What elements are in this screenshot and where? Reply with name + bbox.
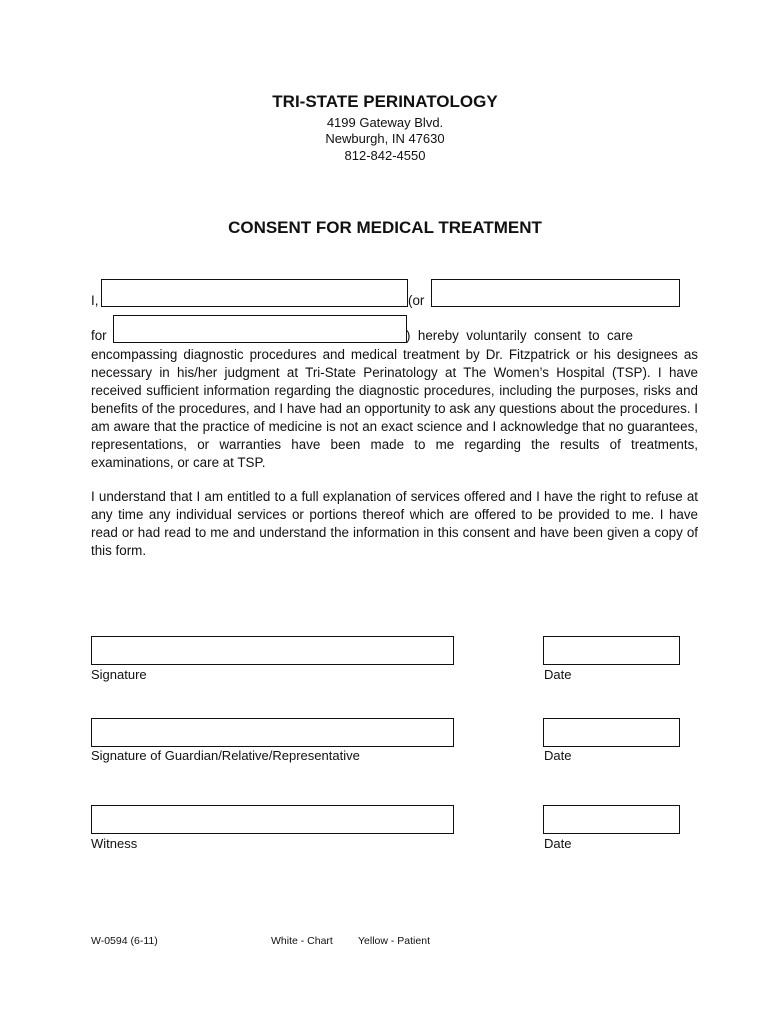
form-code: W-0594 (6-11) (91, 935, 158, 947)
organization-name: TRI-STATE PERINATOLOGY (272, 92, 498, 111)
signature-date-field[interactable] (543, 636, 680, 665)
guardian-signature-field[interactable] (91, 718, 454, 747)
witness-label: Witness (91, 836, 138, 851)
patient-for-field[interactable] (113, 315, 407, 343)
yellow-copy-note: Yellow - Patient (358, 935, 430, 947)
line1-or-text: (or (408, 293, 425, 308)
guardian-signature-label: Signature of Guardian/Relative/Representative (91, 748, 360, 763)
white-copy-note: White - Chart (271, 935, 333, 947)
line1-prefix: I, (91, 293, 99, 308)
consent-paragraph-1: encompassing diagnostic procedures and medical treatment by Dr. Fitzpatrick or his designees as necessary in his/her judgment at Tri-State Perinatology at The Women’s Hospital (TSP). I have received sufficient information regarding the diagnostic procedures, including the purposes, risks and benefits of the procedures, and I have had an opportunity to ask any questions about the procedures. I am aware that the practice of medicine is not an exact science and I acknowledge that no guarantees, representations, or warranties have been made to me regarding the results of treatments, examinations, or care at TSP. (91, 347, 698, 470)
guardian-date-field[interactable] (543, 718, 680, 747)
address-city: Newburgh, IN 47630 (325, 131, 445, 146)
address-street: 4199 Gateway Blvd. (326, 115, 444, 130)
phone-number: 812-842-4550 (344, 148, 426, 163)
witness-signature-field[interactable] (91, 805, 454, 834)
line2-for-text: for (91, 328, 107, 343)
patient-name-field[interactable] (101, 279, 408, 307)
signature-field[interactable] (91, 636, 454, 665)
document-title: CONSENT FOR MEDICAL TREATMENT (228, 218, 542, 237)
alternate-name-field[interactable] (431, 279, 680, 307)
consent-paragraph-2: I understand that I am entitled to a full explanation of services offered and I have the right to refuse at any time any individual services or portions thereof which are offered to be provided to me. I have read or had read to me and understand the information in this consent and have been given a copy of this form. (91, 489, 698, 558)
witness-date-field[interactable] (543, 805, 680, 834)
line2-consent-text: ) hereby voluntarily consent to care (406, 328, 634, 343)
signature-label: Signature (91, 667, 147, 682)
witness-date-label: Date (544, 836, 572, 851)
guardian-date-label: Date (544, 748, 572, 763)
signature-date-label: Date (544, 667, 572, 682)
